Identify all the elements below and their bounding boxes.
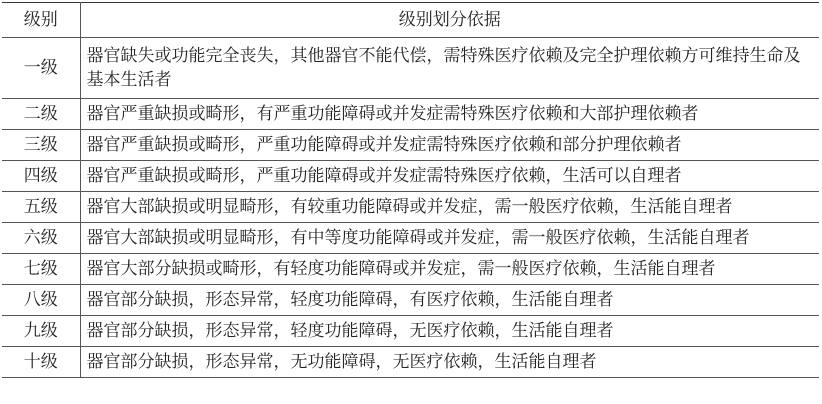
basis-cell: 器官严重缺损或畸形，严重功能障碍或并发症需特殊医疗依赖和部分护理依赖者: [80, 130, 819, 161]
basis-cell: 器官部分缺损，形态异常，轻度功能障碍，有医疗依赖，生活能自理者: [80, 285, 819, 316]
header-grade: 级别: [2, 3, 80, 38]
grade-cell: 四级: [2, 161, 80, 192]
table-row: [2, 130, 819, 161]
grade-cell: 十级: [2, 347, 80, 378]
grade-cell: 六级: [2, 223, 80, 254]
grade-cell: 九级: [2, 316, 80, 347]
grade-cell: 八级: [2, 285, 80, 316]
table-row: [2, 192, 819, 223]
basis-cell: 器官大部缺损或明显畸形，有中等度功能障碍或并发症，需一般医疗依赖，生活能自理者: [80, 223, 819, 254]
grade-cell: 五级: [2, 192, 80, 223]
header-basis: 级别划分依据: [80, 3, 819, 38]
basis-cell: 器官严重缺损或畸形，严重功能障碍或并发症需特殊医疗依赖，生活可以自理者: [80, 161, 819, 192]
table-row: [2, 254, 819, 285]
basis-cell: 器官缺失或功能完全丧失，其他器官不能代偿，需特殊医疗依赖及完全护理依赖方可维持生命及基本生活者: [80, 38, 819, 99]
grade-cell: 七级: [2, 254, 80, 285]
grade-cell: 一级: [2, 38, 80, 99]
table-row: [2, 223, 819, 254]
table-row: [2, 161, 819, 192]
header-row: [2, 3, 819, 38]
table-row: [2, 347, 819, 378]
grade-cell: 三级: [2, 130, 80, 161]
basis-cell: 器官部分缺损，形态异常，无功能障碍，无医疗依赖，生活能自理者: [80, 347, 819, 378]
basis-cell: 器官大部缺损或明显畸形，有较重功能障碍或并发症，需一般医疗依赖，生活能自理者: [80, 192, 819, 223]
table-row: [2, 285, 819, 316]
table-header: [2, 3, 819, 38]
table-row: [2, 99, 819, 130]
table-row: [2, 38, 819, 99]
grade-cell: 二级: [2, 99, 80, 130]
disability-grade-table: [2, 2, 819, 378]
basis-cell: 器官部分缺损，形态异常，轻度功能障碍，无医疗依赖，生活能自理者: [80, 316, 819, 347]
table-body: [2, 38, 819, 378]
basis-cell: 器官严重缺损或畸形，有严重功能障碍或并发症需特殊医疗依赖和大部护理依赖者: [80, 99, 819, 130]
basis-cell: 器官大部分缺损或畸形，有轻度功能障碍或并发症，需一般医疗依赖，生活能自理者: [80, 254, 819, 285]
table-row: [2, 316, 819, 347]
